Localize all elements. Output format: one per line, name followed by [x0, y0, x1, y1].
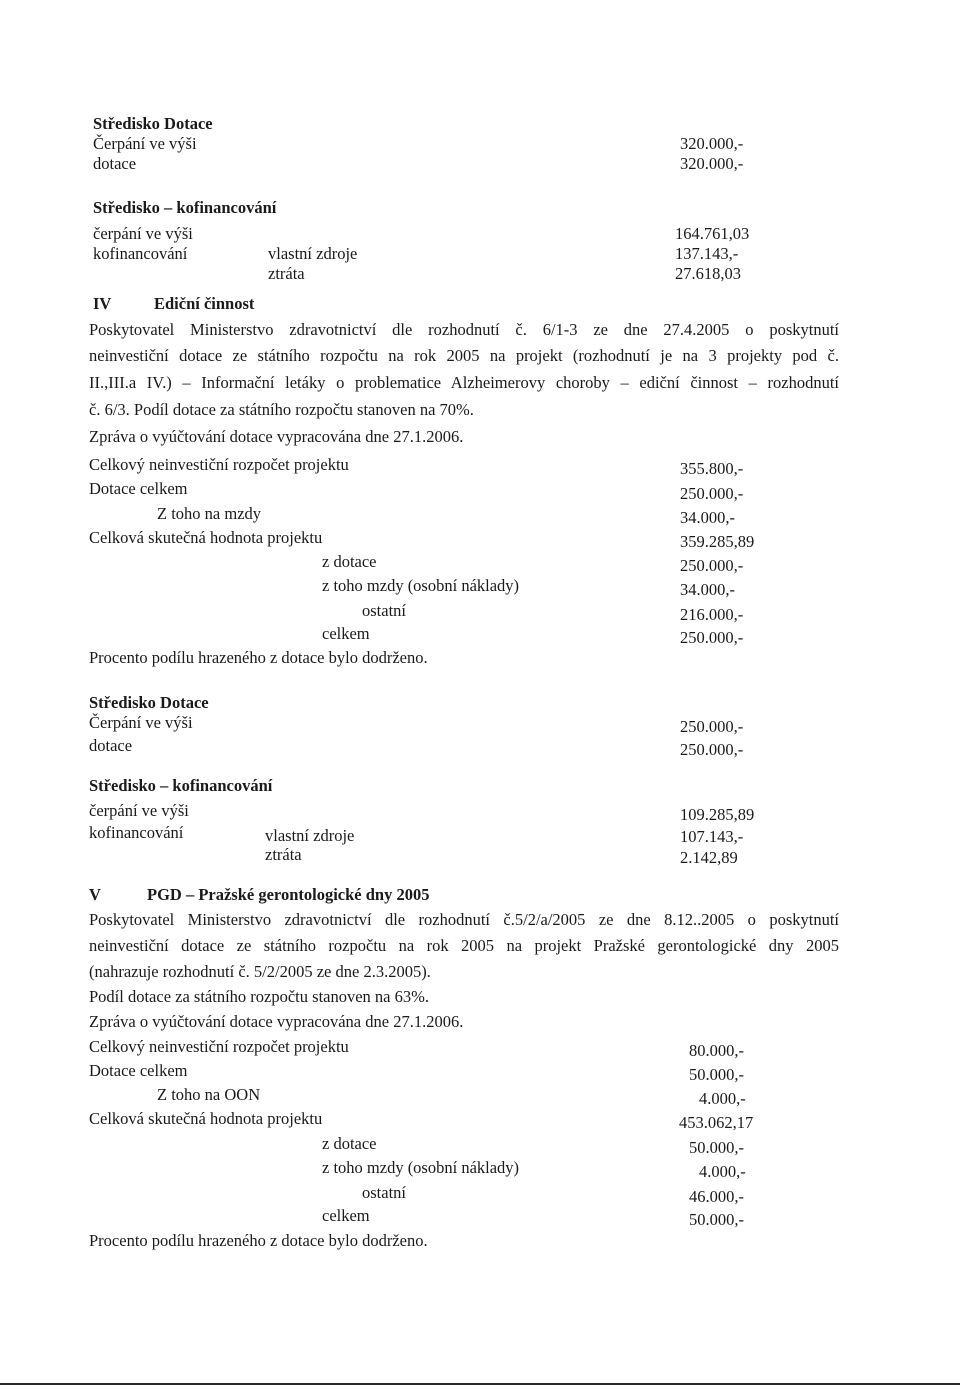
sec4-budget-label-6: z toho mzdy (osobní náklady) — [322, 576, 520, 595]
s3-row1-label: Čerpání ve výši — [89, 713, 193, 732]
s4-row3-mid: ztráta — [265, 845, 302, 864]
sec4-budget-value-7: 216.000,- — [680, 605, 744, 624]
sec4-budget-label-8: celkem — [322, 624, 370, 643]
s2-heading: Středisko – kofinancování — [93, 198, 277, 217]
sec4-para-line4: č. 6/3. Podíl dotace za státního rozpočtu stanoven na 70%. — [89, 400, 474, 419]
sec4-budget-label-7: ostatní — [362, 601, 406, 620]
sec5-budget-label-6: z toho mzdy (osobní náklady) — [322, 1158, 520, 1177]
s4-row1-label: čerpání ve výši — [89, 801, 189, 820]
sec5-para-line3: (nahrazuje rozhodnutí č. 5/2/2005 ze dne 2.3.2005). — [89, 962, 431, 981]
s2-row1-label: čerpání ve výši — [93, 224, 193, 243]
s2-row3-mid: ztráta — [268, 264, 305, 283]
sec4-budget-label-5: z dotace — [322, 552, 377, 571]
s3-row1-value: 250.000,- — [680, 717, 744, 736]
sec4-report: Zpráva o vyúčtování dotace vypracována dne 27.1.2006. — [89, 427, 464, 446]
sec4-budget-label-2: Dotace celkem — [89, 479, 188, 498]
s4-heading: Středisko – kofinancování — [89, 776, 273, 795]
s2-row2-mid: vlastní zdroje — [268, 244, 358, 263]
sec5-budget-label-4: Celková skutečná hodnota projektu — [89, 1109, 323, 1128]
sec4-budget-label-1: Celkový neinvestiční rozpočet projektu — [89, 455, 349, 474]
sec5-roman: V — [89, 885, 101, 904]
sec4-roman: IV — [93, 294, 112, 313]
sec5-budget-value-6: 4.000,- — [699, 1162, 746, 1181]
sec4-budget-value-1: 355.800,- — [680, 459, 744, 478]
sec4-budget-value-3: 34.000,- — [680, 508, 735, 527]
sec5-budget-label-5: z dotace — [322, 1134, 377, 1153]
sec5-para-line1: Poskytovatel Ministerstvo zdravotnictví dle rozhodnutí č.5/2/a/2005 ze dne 8.12..2005 o poskytnutí — [89, 910, 839, 929]
s4-row2-mid: vlastní zdroje — [265, 826, 355, 845]
s2-row2-value: 137.143,- — [675, 244, 739, 263]
sec5-budget-label-1: Celkový neinvestiční rozpočet projektu — [89, 1037, 349, 1056]
sec4-budget-value-8: 250.000,- — [680, 628, 744, 647]
sec4-budget-value-5: 250.000,- — [680, 556, 744, 575]
sec5-share: Podíl dotace za státního rozpočtu stanoven na 63%. — [89, 987, 429, 1006]
s1-heading: Středisko Dotace — [93, 114, 213, 133]
sec5-budget-value-1: 80.000,- — [689, 1041, 744, 1060]
s4-row2-value: 107.143,- — [680, 827, 744, 846]
sec4-para-line3: II.,III.a IV.) – Informační letáky o problematice Alzheimerovy choroby – ediční činnost – rozhodnutí — [89, 373, 839, 392]
s3-heading: Středisko Dotace — [89, 693, 209, 712]
sec4-para-line2: neinvestiční dotace ze státního rozpočtu na rok 2005 na projekt (rozhodnutí je na 3 projekty pod č. — [89, 346, 839, 365]
s1-row1-label: Čerpání ve výši — [93, 134, 197, 153]
s3-row2-value: 250.000,- — [680, 740, 744, 759]
s1-row2-label: dotace — [93, 154, 137, 173]
s1-row2-value: 320.000,- — [680, 154, 744, 173]
sec5-budget-value-8: 50.000,- — [689, 1210, 744, 1229]
sec5-title: PGD – Pražské gerontologické dny 2005 — [147, 885, 430, 904]
sec5-report: Zpráva o vyúčtování dotace vypracována dne 27.1.2006. — [89, 1012, 464, 1031]
sec5-closing: Procento podílu hrazeného z dotace bylo dodrženo. — [89, 1231, 428, 1250]
s4-row3-value: 2.142,89 — [680, 848, 738, 867]
sec4-title: Ediční činnost — [154, 294, 255, 313]
sec5-budget-label-7: ostatní — [362, 1183, 406, 1202]
sec5-budget-label-8: celkem — [322, 1206, 370, 1225]
s2-row1-value: 164.761,03 — [675, 224, 750, 243]
sec4-budget-label-4: Celková skutečná hodnota projektu — [89, 528, 323, 547]
sec4-budget-value-2: 250.000,- — [680, 484, 744, 503]
sec5-budget-label-2: Dotace celkem — [89, 1061, 188, 1080]
sec5-budget-value-4: 453.062,17 — [679, 1113, 754, 1132]
s2-row3-value: 27.618,03 — [675, 264, 741, 283]
s2-row2-label: kofinancování — [93, 244, 188, 263]
s4-row2-label: kofinancování — [89, 823, 184, 842]
sec5-budget-value-2: 50.000,- — [689, 1065, 744, 1084]
sec5-budget-label-3: Z toho na OON — [157, 1085, 261, 1104]
sec4-budget-label-3: Z toho na mzdy — [157, 504, 262, 523]
sec4-budget-value-4: 359.285,89 — [680, 532, 755, 551]
page-bottom-edge — [0, 1383, 960, 1385]
s3-row2-label: dotace — [89, 736, 133, 755]
sec4-para-line1: Poskytovatel Ministerstvo zdravotnictví dle rozhodnutí č. 6/1-3 ze dne 27.4.2005 o poskytnutí — [89, 320, 839, 339]
sec5-budget-value-5: 50.000,- — [689, 1138, 744, 1157]
sec4-closing: Procento podílu hrazeného z dotace bylo dodrženo. — [89, 648, 428, 667]
sec5-budget-value-3: 4.000,- — [699, 1089, 746, 1108]
sec5-para-line2: neinvestiční dotace ze státního rozpočtu na rok 2005 na projekt Pražské gerontologické dny 2005 — [89, 936, 839, 955]
sec4-budget-value-6: 34.000,- — [680, 580, 735, 599]
s1-row1-value: 320.000,- — [680, 134, 744, 153]
s4-row1-value: 109.285,89 — [680, 805, 755, 824]
sec5-budget-value-7: 46.000,- — [689, 1187, 744, 1206]
